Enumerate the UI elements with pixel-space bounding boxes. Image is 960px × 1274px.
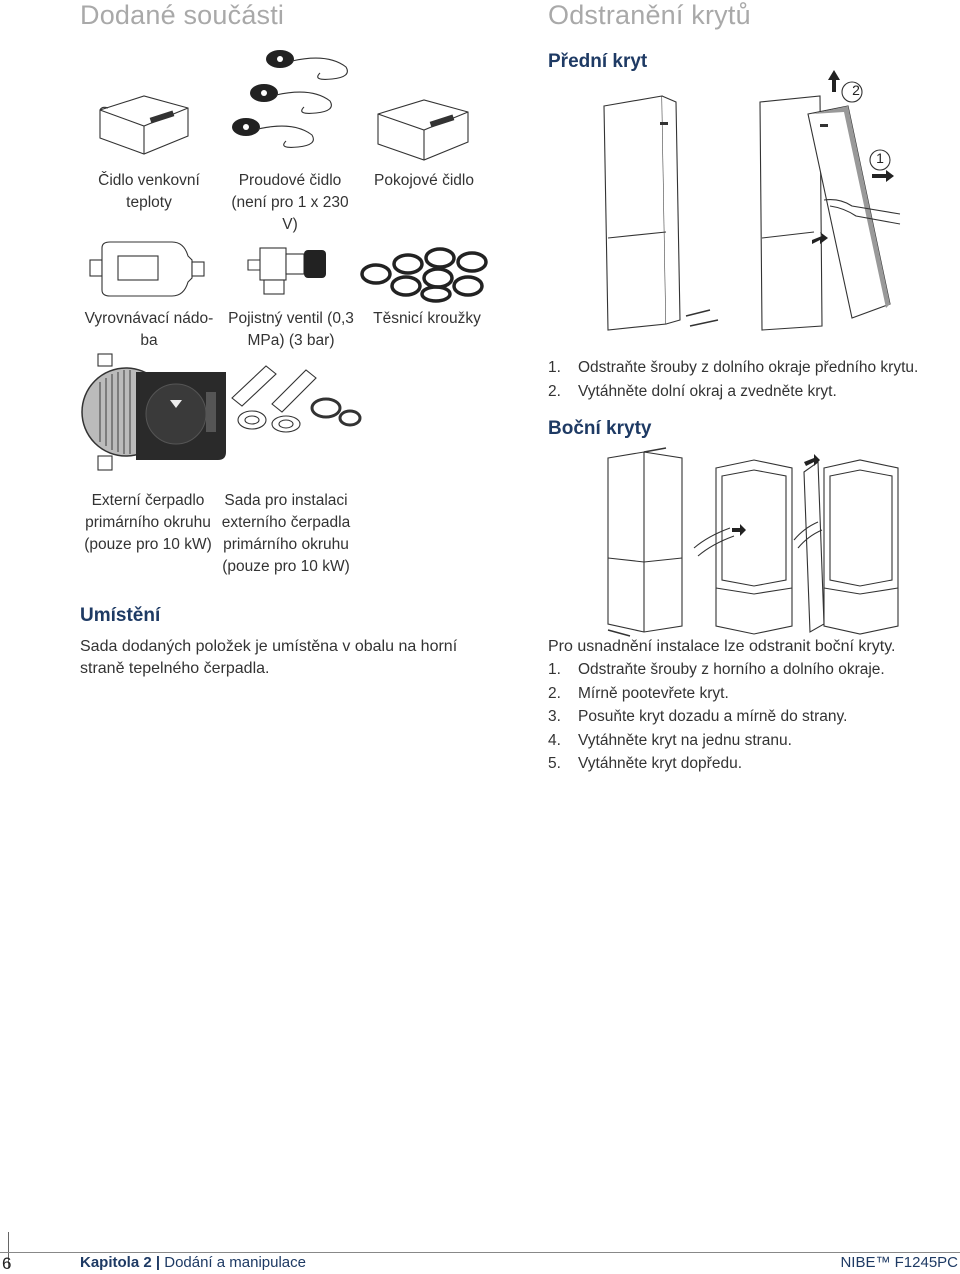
side-covers-heading: Boční kryty bbox=[548, 418, 652, 439]
page-number: 6 bbox=[2, 1254, 12, 1273]
callout-1: 1 bbox=[876, 150, 884, 166]
side-covers-illustration bbox=[604, 448, 960, 640]
chapter-label: Kapitola 2 bbox=[80, 1254, 152, 1271]
side-step-5: 5. Vytáhněte kryt dopředu. bbox=[548, 755, 742, 772]
sealing-rings-illustration bbox=[356, 248, 496, 303]
page-heading-components: Dodané součásti bbox=[80, 0, 285, 30]
side-step-4: 4. Vytáhněte kryt na jednu stranu. bbox=[548, 731, 792, 749]
expansion-vessel-illustration bbox=[88, 238, 208, 300]
front-cover-illustration bbox=[590, 78, 900, 340]
front-cover-heading: Přední kryt bbox=[548, 51, 648, 72]
chapter-separator: | bbox=[155, 1254, 161, 1271]
caption-sealing-rings: Těsnicí kroužky bbox=[373, 310, 481, 327]
callout-2: 2 bbox=[852, 82, 860, 98]
page-heading-cover-removal: Odstranění krytů bbox=[548, 0, 751, 30]
caption-safety-valve: Pojistný ventil (0,3 MPa) (3 bar) bbox=[228, 310, 354, 349]
pump-installation-kit-illustration bbox=[222, 364, 360, 432]
caption-pump-installation-kit: Sada pro instalaci externího čerpadla primárního okruhu (pouze pro 10 kW) bbox=[221, 492, 351, 575]
side-step-2: 2. Mírně pootevřete kryt. bbox=[548, 684, 729, 702]
footer-product: NIBE™ F1245PC bbox=[840, 1254, 958, 1271]
front-step-1: 1. Odstraňte šrouby z dolního okraje předního krytu. bbox=[548, 359, 919, 376]
caption-circulation-pump: Externí čerpadlo primárního okruhu (pouze pro 10 kW) bbox=[84, 492, 212, 553]
caption-current-sensor: Proudové čidlo (není pro 1 x 230 V) bbox=[231, 172, 349, 233]
outdoor-sensor-illustration bbox=[92, 88, 192, 163]
chapter-title: Dodání a manipulace bbox=[164, 1254, 306, 1271]
side-step-1: 1. Odstraňte šrouby z horního a dolního okraje. bbox=[548, 661, 885, 678]
current-sensor-illustration bbox=[228, 45, 358, 160]
room-sensor-illustration bbox=[372, 92, 472, 167]
footer-chapter bbox=[80, 1254, 306, 1271]
footer-line bbox=[0, 1252, 960, 1253]
side-covers-intro: Pro usnadnění instalace lze odstranit boční kryty. bbox=[548, 638, 896, 655]
caption-expansion-vessel: Vyrovnávací nádo-ba bbox=[84, 310, 214, 349]
placement-text: Sada dodaných položek je umístěna v obalu na horní straně tepelného čerpadla. bbox=[80, 638, 458, 677]
side-step-3: 3. Posuňte kryt dozadu a mírně do strany. bbox=[548, 708, 848, 725]
circulation-pump-illustration bbox=[80, 352, 228, 474]
caption-room-sensor: Pokojové čidlo bbox=[374, 172, 474, 189]
front-cover-steps bbox=[548, 356, 958, 403]
placement-heading: Umístění bbox=[80, 605, 161, 626]
side-covers-steps bbox=[548, 658, 958, 776]
caption-outdoor-sensor: Čidlo venkovní teploty bbox=[98, 172, 200, 211]
safety-valve-illustration bbox=[238, 240, 338, 298]
front-step-2: 2. Vytáhněte dolní okraj a zvedněte kryt. bbox=[548, 382, 837, 400]
